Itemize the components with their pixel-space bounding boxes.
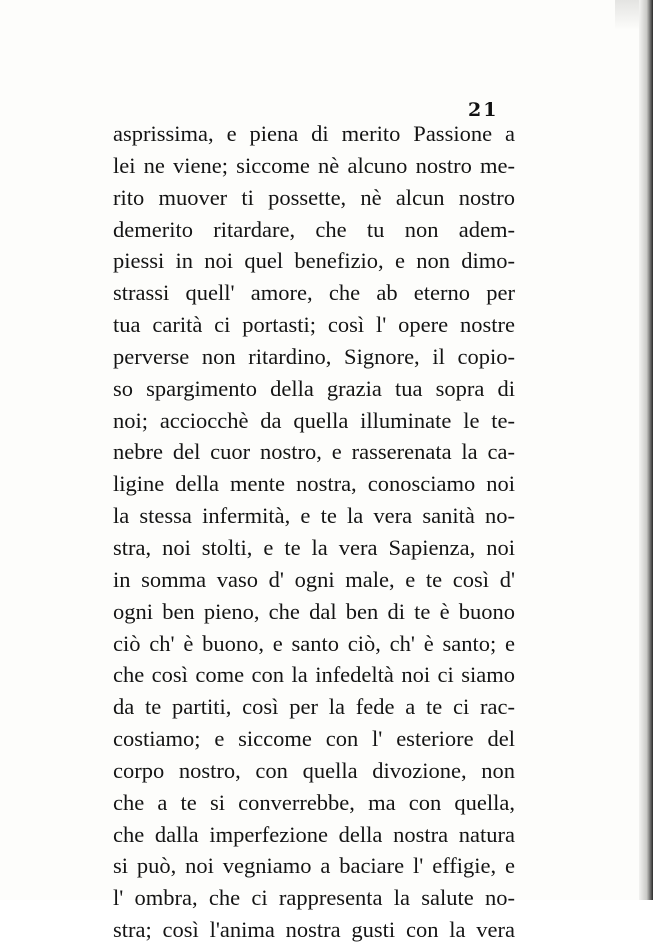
text-line: da te partiti, così per la fede a te ci rac- [113, 694, 515, 720]
text-line: ciò ch' è buono, e santo ciò, ch' è santo; e [113, 630, 515, 656]
text-line: so spargimento della grazia tua sopra di [113, 375, 515, 401]
text-line: in somma vaso d' ogni male, e te così d' [113, 566, 515, 592]
text-line: noi; acciocchè da quella illuminate le te- [113, 407, 515, 433]
page-number: 21 [468, 99, 499, 121]
text-line: la stessa infermità, e te la vera sanità no- [113, 503, 515, 529]
text-line: piessi in noi quel benefizio, e non dimo- [113, 248, 515, 274]
text-line: che a te si converrebbe, ma con quella, [113, 789, 515, 815]
text-line: rito muover ti possette, nè alcun nostro [113, 184, 515, 210]
text-line: che dalla imperfezione della nostra natura [113, 821, 515, 847]
text-line: corpo nostro, con quella divozione, non [113, 757, 515, 783]
text-line: costiamo; e siccome con l' esteriore del [113, 726, 515, 752]
text-line: stra, noi stolti, e te la vera Sapienza, noi [113, 534, 515, 560]
text-line: nebre del cuor nostro, e rasserenata la ca- [113, 439, 515, 465]
text-line: tua carità ci portasti; così l' opere nostre [113, 312, 515, 338]
text-line: l' ombra, che ci rappresenta la salute no- [113, 885, 515, 911]
text-line: perverse non ritardino, Signore, il copio- [113, 343, 515, 369]
text-line: ligine della mente nostra, conosciamo noi [113, 471, 515, 497]
text-line: strassi quell' amore, che ab eterno per [113, 280, 515, 306]
text-line: lei ne viene; siccome nè alcuno nostro me- [113, 152, 515, 178]
page-edge-shadow [639, 0, 653, 900]
text-line: si può, noi vegniamo a baciare l' effigie, e [113, 853, 515, 879]
body-text [113, 118, 515, 946]
text-line: asprissima, e piena di merito Passione a [113, 121, 515, 146]
text-line: ogni ben pieno, che dal ben di te è buono [113, 598, 515, 624]
text-line: che così come con la infedeltà noi ci siamo [113, 662, 515, 688]
text-line: demerito ritardare, che tu non adem- [113, 216, 515, 242]
text-line: stra; così l'anima nostra gusti con la vera [113, 917, 515, 943]
page-corner-shadow [615, 0, 639, 30]
